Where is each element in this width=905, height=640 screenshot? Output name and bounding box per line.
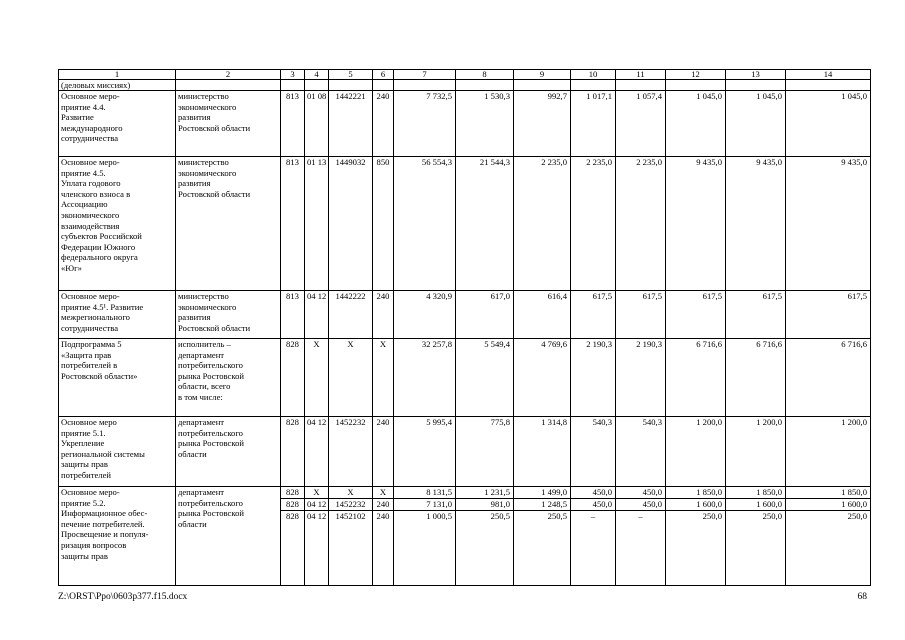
- table-cell: 1 057,4: [616, 91, 666, 157]
- table-cell: 2 235,0: [571, 157, 616, 291]
- table-cell: 450,0: [616, 499, 666, 511]
- table-row: [59, 157, 871, 291]
- table-cell: 981,0: [456, 499, 514, 511]
- table-cell: Х: [305, 487, 329, 499]
- column-number: 13: [726, 70, 786, 80]
- column-number-row: [59, 70, 871, 80]
- table-cell: 1452102: [329, 511, 373, 586]
- table-cell: 2 190,3: [616, 339, 666, 417]
- table-cell: 9 435,0: [726, 157, 786, 291]
- table-cell: 240: [373, 91, 394, 157]
- table-cell: 540,3: [571, 417, 616, 487]
- table-cell: 04 12: [305, 417, 329, 487]
- table-cell: 775,8: [456, 417, 514, 487]
- table-cell: 813: [281, 91, 305, 157]
- table-cell: 828: [281, 339, 305, 417]
- column-number: 5: [329, 70, 373, 80]
- table-cell: Х: [329, 339, 373, 417]
- table-cell: Х: [373, 487, 394, 499]
- table-cell: 04 12: [305, 499, 329, 511]
- table-cell: 1 045,0: [726, 91, 786, 157]
- table-cell: 1 850,0: [726, 487, 786, 499]
- table-cell: 240: [373, 499, 394, 511]
- table-cell: 56 554,3: [394, 157, 456, 291]
- table-cell: 1 600,0: [666, 499, 726, 511]
- table-cell: 250,0: [666, 511, 726, 586]
- table-cell: 04 12: [305, 291, 329, 339]
- table-cell: 7 131,0: [394, 499, 456, 511]
- table-cell: 240: [373, 511, 394, 586]
- table-cell: 250,5: [514, 511, 571, 586]
- table-cell: 617,0: [456, 291, 514, 339]
- table-cell: 6 716,6: [726, 339, 786, 417]
- table-row: [59, 339, 871, 417]
- table-cell: 1 314,8: [514, 417, 571, 487]
- continuation-text: (деловых миссиях): [59, 80, 176, 91]
- table-cell: 04 12: [305, 511, 329, 586]
- table-cell: 1 231,5: [456, 487, 514, 499]
- executor: департамент потребительского рынка Ростовской области: [176, 487, 281, 586]
- table-cell: 240: [373, 291, 394, 339]
- column-number: 9: [514, 70, 571, 80]
- column-number: 2: [176, 70, 281, 80]
- table-cell: 850: [373, 157, 394, 291]
- table-cell: 1 017,1: [571, 91, 616, 157]
- table-cell: 4 769,6: [514, 339, 571, 417]
- column-number: 14: [786, 70, 871, 80]
- table-cell: –: [571, 511, 616, 586]
- file-path: Z:\ORST\Ppo\0603p377.f15.docx: [58, 592, 188, 602]
- measure-name: Основное меро приятие 5.1. Укрепление региональной системы защиты прав потребителей: [59, 417, 176, 487]
- table-cell: 617,5: [786, 291, 871, 339]
- table-cell: Х: [373, 339, 394, 417]
- measure-name: Основное меро- приятие 4.5¹. Развитие межрегионального сотрудничества: [59, 291, 176, 339]
- measure-name: Основное меро- приятие 4.5. Уплата годового членского взноса в Ассоциацию экономического взаимодействия субъектов Российской Федерации Южного федерального округа «Юг»: [59, 157, 176, 291]
- table-cell: 1442222: [329, 291, 373, 339]
- table-cell: 1 045,0: [666, 91, 726, 157]
- column-number: 1: [59, 70, 176, 80]
- table-cell: 992,7: [514, 91, 571, 157]
- executor: министерство экономического развития Ростовской области: [176, 157, 281, 291]
- column-number: 8: [456, 70, 514, 80]
- table-cell: 250,0: [726, 511, 786, 586]
- table-cell: 7 732,5: [394, 91, 456, 157]
- table-cell: 1449032: [329, 157, 373, 291]
- measure-name: Основное меро- приятие 5.2. Информационное обес- печение потребителей. Просвещение и популя- ризация вопросов защиты прав: [59, 487, 176, 586]
- table-cell: 1 200,0: [666, 417, 726, 487]
- table-cell: Х: [329, 487, 373, 499]
- table-cell: 828: [281, 499, 305, 511]
- column-number: 6: [373, 70, 394, 80]
- table-cell: 617,5: [571, 291, 616, 339]
- page-number: 68: [857, 592, 867, 602]
- table-cell: 828: [281, 511, 305, 586]
- table-cell: 1442221: [329, 91, 373, 157]
- table-cell: 616,4: [514, 291, 571, 339]
- table-cell: 828: [281, 417, 305, 487]
- table-cell: 4 320,9: [394, 291, 456, 339]
- table-cell: 1 200,0: [786, 417, 871, 487]
- table-cell: 250,5: [456, 511, 514, 586]
- budget-table: [58, 69, 871, 586]
- table-cell: 617,5: [616, 291, 666, 339]
- table-cell: 1 600,0: [786, 499, 871, 511]
- table-cell: 2 235,0: [616, 157, 666, 291]
- table-cell: 540,3: [616, 417, 666, 487]
- table-cell: 617,5: [666, 291, 726, 339]
- table-row: [59, 291, 871, 339]
- table-cell: 1 850,0: [666, 487, 726, 499]
- table-cell: 32 257,8: [394, 339, 456, 417]
- table-cell: 250,0: [786, 511, 871, 586]
- table-cell: 2 235,0: [514, 157, 571, 291]
- table-cell: 21 544,3: [456, 157, 514, 291]
- table-cell: 2 190,3: [571, 339, 616, 417]
- table-cell: 5 995,4: [394, 417, 456, 487]
- column-number: 3: [281, 70, 305, 80]
- table-row: [59, 417, 871, 487]
- executor: департамент потребительского рынка Ростовской области: [176, 417, 281, 487]
- table-cell: Х: [305, 339, 329, 417]
- table-cell: 01 13: [305, 157, 329, 291]
- table-cell: 450,0: [616, 487, 666, 499]
- table-cell: 6 716,6: [786, 339, 871, 417]
- table-cell: 1452232: [329, 417, 373, 487]
- executor: министерство экономического развития Ростовской области: [176, 291, 281, 339]
- table-cell: 6 716,6: [666, 339, 726, 417]
- measure-name: Подпрограмма 5 «Защита прав потребителей в Ростовской области»: [59, 339, 176, 417]
- table-cell: 1 000,5: [394, 511, 456, 586]
- column-number: 7: [394, 70, 456, 80]
- table-cell: 01 08: [305, 91, 329, 157]
- column-number: 11: [616, 70, 666, 80]
- table-cell: 1 499,0: [514, 487, 571, 499]
- executor: министерство экономического развития Ростовской области: [176, 91, 281, 157]
- table-cell: 9 435,0: [666, 157, 726, 291]
- table-cell: 813: [281, 157, 305, 291]
- table-cell: 240: [373, 417, 394, 487]
- table-row: [59, 487, 871, 499]
- table-cell: 828: [281, 487, 305, 499]
- measure-name: Основное меро- приятие 4.4. Развитие международного сотрудничества: [59, 91, 176, 157]
- column-number: 4: [305, 70, 329, 80]
- table-cell: 450,0: [571, 487, 616, 499]
- table-row: [59, 91, 871, 157]
- executor: исполнитель – департамент потребительского рынка Ростовской области, всего в том числе:: [176, 339, 281, 417]
- table-cell: 617,5: [726, 291, 786, 339]
- continuation-row: [59, 80, 871, 91]
- table-cell: 1 530,3: [456, 91, 514, 157]
- table-cell: –: [616, 511, 666, 586]
- table-cell: 813: [281, 291, 305, 339]
- column-number: 12: [666, 70, 726, 80]
- table-cell: 1 850,0: [786, 487, 871, 499]
- table-cell: 1452232: [329, 499, 373, 511]
- table-cell: 1 045,0: [786, 91, 871, 157]
- table-cell: 1 600,0: [726, 499, 786, 511]
- table-cell: 9 435,0: [786, 157, 871, 291]
- column-number: 10: [571, 70, 616, 80]
- table-cell: 450,0: [571, 499, 616, 511]
- table-cell: 1 248,5: [514, 499, 571, 511]
- table-cell: 1 200,0: [726, 417, 786, 487]
- table-cell: 8 131,5: [394, 487, 456, 499]
- table-cell: 5 549,4: [456, 339, 514, 417]
- table-body: [59, 70, 871, 586]
